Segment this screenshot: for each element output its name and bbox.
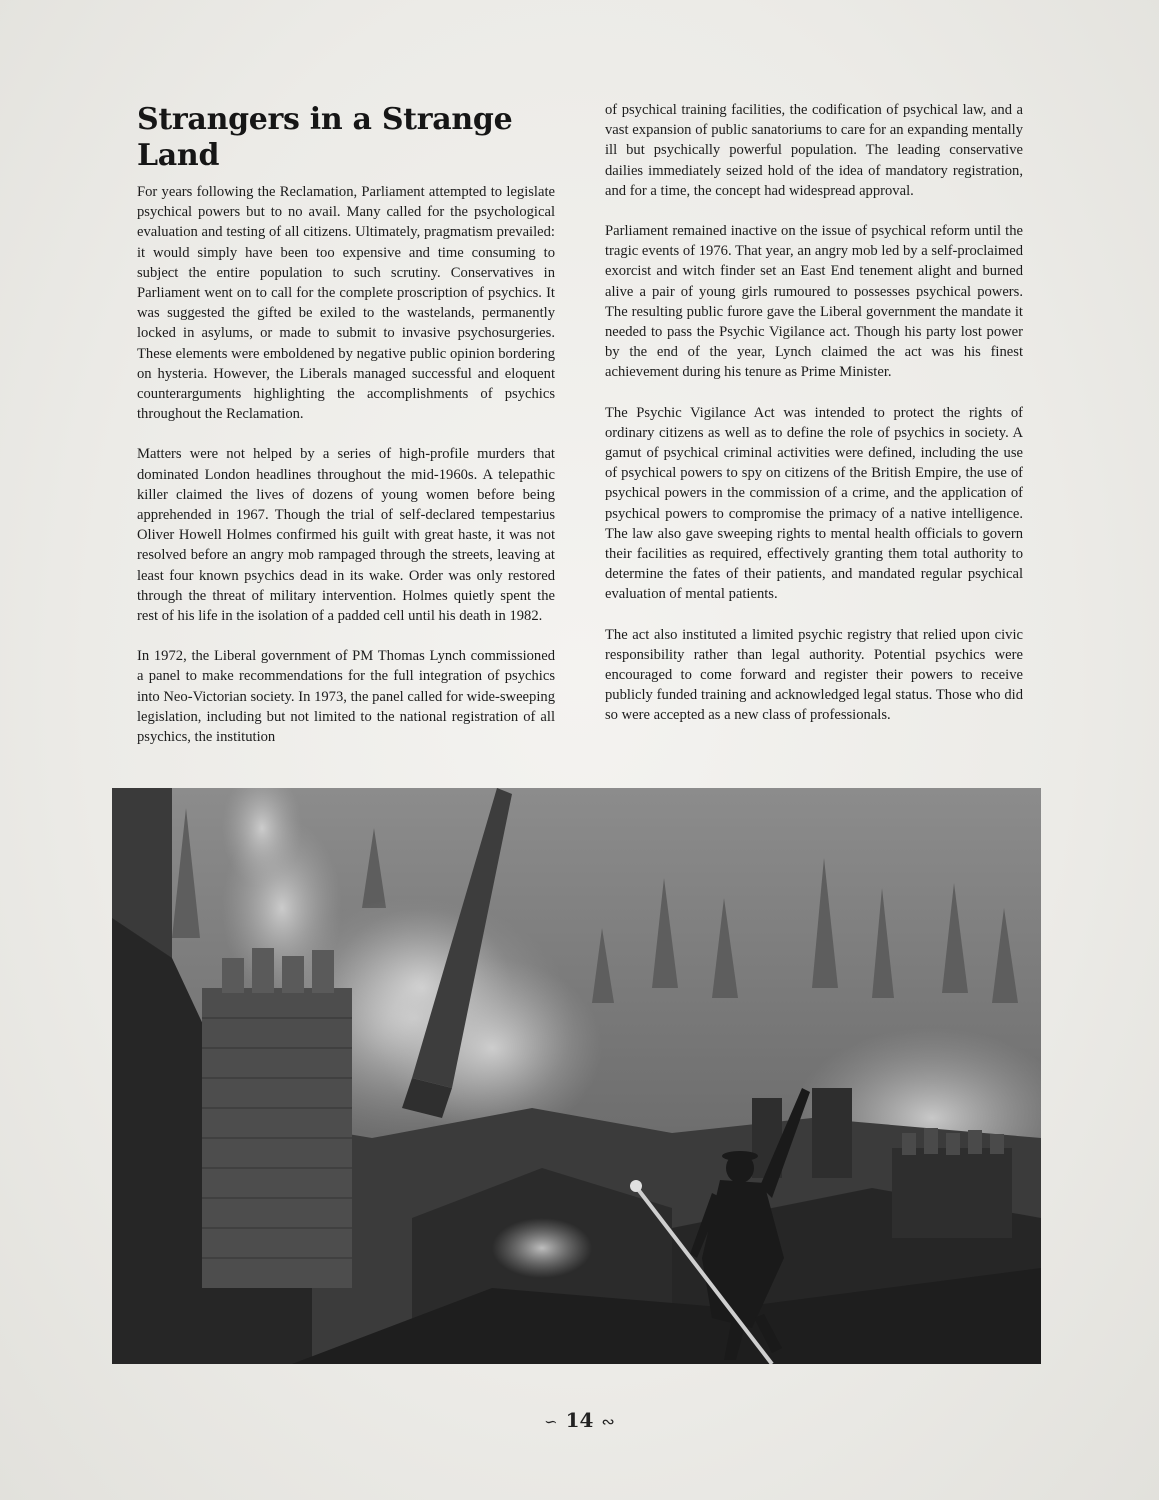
- flourish-right-icon: ∾: [601, 1412, 615, 1431]
- right-paragraph-4: The act also instituted a limited psychic registry that relied upon civic responsibility rather than legal authority. Potential psychics were encouraged to come forward and register their powers to receive publicly funded training and acknowledged legal status. Those who did so were accepted as a new class of professionals.: [605, 626, 1023, 724]
- right-paragraph-3: The Psychic Vigilance Act was intended to protect the rights of ordinary citizens as well as to define the role of psychics in society. A gamut of psychical criminal activities were defined, including the use of psychical powers to spy on citizens of the British Empire, the use of psychical powers in the commission of a crime, and the application of psychical powers to compromise the primacy of a native intelligence. The law also gave sweeping rights to mental health officials to govern their facilities as required, effectively granting them total authority to determine the fates of their patients, and mandated regular psychical evaluation of mental patients.: [605, 404, 1023, 603]
- page-title: Strangers in a Strange Land: [137, 102, 513, 173]
- flourish-left-icon: ∽: [544, 1412, 558, 1431]
- left-paragraph-2: Matters were not helped by a series of high-profile murders that dominated London headlines throughout the mid-1960s. A telepathic killer claimed the lives of dozens of young women before being apprehended in 1967. Though the trial of self-declared tempestarius Oliver Howell Holmes confirmed his guilt with great haste, it was not resolved before an angry mob rampaged through the streets, leaving at least four known psychics dead in its wake. Order was only restored through the threat of military intervention. Holmes quietly spent the rest of his life in the isolation of a padded cell until his death in 1982.: [137, 446, 555, 625]
- left-column: [137, 100, 555, 767]
- left-paragraph-1: For years following the Reclamation, Parliament attempted to legislate psychical powers but to no avail. Many called for the psychological evaluation and testing of all citizens. Ultimately, pragmatism prevailed: it would simply have been too expensive and time consuming to subject the entire population to such scrutiny. Conservatives in Parliament went on to call for the complete proscription of psychics. It was suggested the gifted be exiled to the wastelands, permanently locked in asylums, or made to submit to invasive psychosurgeries. These elements were emboldened by negative public opinion bordering on hysteria. However, the Liberals managed successful and eloquent counterarguments highlighting the accomplishments of psychics throughout the Reclamation.: [137, 184, 555, 423]
- rooftop-illustration: [112, 788, 1041, 1364]
- page-number: 14: [565, 1408, 594, 1432]
- right-paragraph-2: Parliament remained inactive on the issue of psychical reform until the tragic events of 1976. That year, an angry mob led by a self-proclaimed exorcist and witch finder set an East End tenement alight and burned alive a pair of young girls rumoured to possesses psychical powers. The resulting public furore gave the Liberal government the mandate it needed to pass the Psychic Vigilance act. Though his party lost power by the end of the year, Lynch claimed the act was his finest achievement during his tenure as Prime Minister.: [605, 223, 1023, 381]
- left-paragraph-3: In 1972, the Liberal government of PM Thomas Lynch commissioned a panel to make recommendations for the full integration of psychics into Neo-Victorian society. In 1973, the panel called for wide-sweeping legislation, including but not limited to the national registration of all psychics, the institution: [137, 648, 555, 746]
- right-paragraph-1: of psychical training facilities, the codification of psychical law, and a vast expansion of public sanatoriums to care for an expanding mentally ill but psychically powerful population. The leading conservative dailies immediately seized hold of the idea of mandatory registration, and for a time, the concept had widespread approval.: [605, 102, 1023, 199]
- page-footer: [0, 1408, 1159, 1432]
- right-column: [605, 100, 1023, 746]
